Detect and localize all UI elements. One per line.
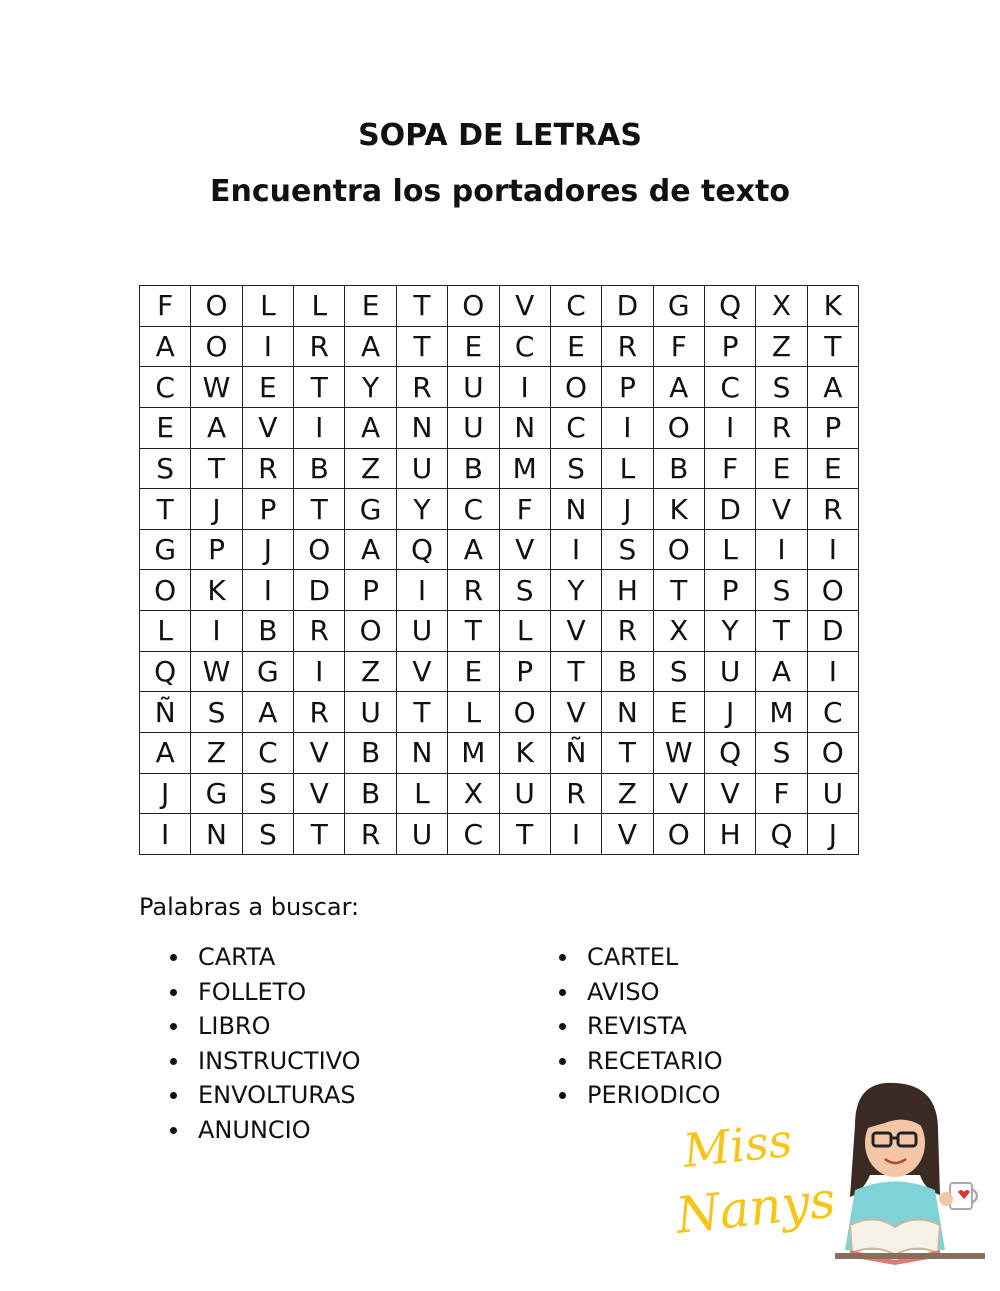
grid-cell[interactable]: P (705, 327, 756, 368)
grid-cell[interactable]: I (140, 814, 191, 855)
grid-cell[interactable]: I (397, 570, 448, 611)
grid-cell[interactable]: T (551, 652, 602, 693)
grid-cell[interactable]: Y (551, 570, 602, 611)
grid-cell[interactable]: B (448, 449, 499, 490)
grid-cell[interactable]: V (397, 652, 448, 693)
grid-cell[interactable]: O (500, 692, 551, 733)
word-list-item: CARTEL (559, 940, 723, 975)
grid-cell[interactable]: R (243, 449, 294, 490)
grid-cell[interactable]: A (654, 367, 705, 408)
page-subtitle: Encuentra los portadores de texto (210, 174, 790, 209)
grid-cell[interactable]: V (551, 692, 602, 733)
grid-cell[interactable]: F (654, 327, 705, 368)
word-list-item: REVISTA (559, 1009, 723, 1044)
grid-cell[interactable]: L (294, 286, 345, 327)
grid-cell[interactable]: A (808, 367, 859, 408)
grid-cell[interactable]: V (551, 611, 602, 652)
grid-cell[interactable]: N (397, 408, 448, 449)
grid-cell[interactable]: U (397, 449, 448, 490)
grid-cell[interactable]: I (500, 367, 551, 408)
word-list-item: CARTA (170, 940, 361, 975)
grid-cell[interactable]: A (140, 327, 191, 368)
grid-cell[interactable]: E (243, 367, 294, 408)
grid-cell[interactable]: B (654, 449, 705, 490)
grid-cell[interactable]: A (448, 530, 499, 571)
grid-cell[interactable]: T (808, 327, 859, 368)
grid-cell[interactable]: Z (602, 774, 653, 815)
grid-cell[interactable]: U (705, 652, 756, 693)
grid-cell[interactable]: G (140, 530, 191, 571)
grid-cell[interactable]: C (551, 408, 602, 449)
grid-cell[interactable]: R (345, 814, 396, 855)
grid-cell[interactable]: U (397, 611, 448, 652)
grid-cell[interactable]: I (705, 408, 756, 449)
grid-cell[interactable]: L (243, 286, 294, 327)
words-label: Palabras a buscar: (139, 893, 360, 921)
grid-cell[interactable]: E (808, 449, 859, 490)
grid-cell[interactable]: Q (756, 814, 807, 855)
word-list-item: RECETARIO (559, 1044, 723, 1079)
grid-cell[interactable]: Ñ (551, 733, 602, 774)
grid-cell[interactable]: J (808, 814, 859, 855)
grid-cell[interactable]: T (448, 611, 499, 652)
grid-cell[interactable]: E (756, 449, 807, 490)
grid-cell[interactable]: P (602, 367, 653, 408)
grid-cell[interactable]: D (294, 570, 345, 611)
grid-cell[interactable]: S (602, 530, 653, 571)
grid-cell[interactable]: C (140, 367, 191, 408)
grid-cell[interactable]: U (808, 774, 859, 815)
word-list-item: AVISO (559, 975, 723, 1010)
grid-cell[interactable]: U (448, 408, 499, 449)
grid-cell[interactable]: V (500, 530, 551, 571)
grid-cell[interactable]: P (500, 652, 551, 693)
grid-cell[interactable]: O (294, 530, 345, 571)
page-title: SOPA DE LETRAS (358, 118, 642, 153)
grid-cell[interactable]: D (602, 286, 653, 327)
grid-cell[interactable]: L (500, 611, 551, 652)
grid-cell[interactable]: I (551, 814, 602, 855)
grid-cell[interactable]: I (808, 652, 859, 693)
grid-cell[interactable]: C (448, 489, 499, 530)
grid-cell[interactable]: N (551, 489, 602, 530)
grid-cell[interactable]: O (191, 327, 242, 368)
grid-cell[interactable]: O (808, 733, 859, 774)
grid-cell[interactable]: I (551, 530, 602, 571)
grid-cell[interactable]: S (500, 570, 551, 611)
grid-cell[interactable]: K (654, 489, 705, 530)
grid-cell[interactable]: L (397, 774, 448, 815)
word-list-item: PERIODICO (559, 1078, 723, 1113)
grid-cell[interactable]: T (602, 733, 653, 774)
grid-cell[interactable]: E (140, 408, 191, 449)
grid-cell[interactable]: O (345, 611, 396, 652)
grid-cell[interactable]: Y (397, 489, 448, 530)
grid-cell[interactable]: Q (705, 733, 756, 774)
grid-cell[interactable]: J (243, 530, 294, 571)
grid-cell[interactable]: L (140, 611, 191, 652)
grid-cell[interactable]: H (705, 814, 756, 855)
grid-cell[interactable]: A (756, 652, 807, 693)
grid-cell[interactable]: I (756, 530, 807, 571)
grid-cell[interactable]: M (500, 449, 551, 490)
grid-cell[interactable]: I (602, 408, 653, 449)
grid-cell[interactable]: P (191, 530, 242, 571)
grid-cell[interactable]: A (191, 408, 242, 449)
word-search-grid (139, 285, 859, 855)
teacher-figure (835, 1083, 985, 1265)
grid-cell[interactable]: Q (705, 286, 756, 327)
grid-cell[interactable]: O (140, 570, 191, 611)
grid-cell[interactable]: I (191, 611, 242, 652)
word-list-item: FOLLETO (170, 975, 361, 1010)
grid-cell[interactable]: O (551, 367, 602, 408)
grid-cell[interactable]: F (756, 774, 807, 815)
grid-cell[interactable]: K (808, 286, 859, 327)
grid-cell[interactable]: R (294, 611, 345, 652)
grid-cell[interactable]: W (191, 652, 242, 693)
grid-cell[interactable]: V (756, 489, 807, 530)
word-list-item: ENVOLTURAS (170, 1078, 361, 1113)
grid-cell[interactable]: V (654, 774, 705, 815)
grid-cell[interactable]: T (756, 611, 807, 652)
grid-cell[interactable]: H (602, 570, 653, 611)
grid-cell[interactable]: S (243, 774, 294, 815)
grid-cell[interactable]: V (294, 733, 345, 774)
logo-text (672, 1113, 838, 1245)
grid-cell[interactable]: S (243, 814, 294, 855)
grid-cell[interactable]: T (140, 489, 191, 530)
grid-cell[interactable]: D (705, 489, 756, 530)
grid-cell[interactable]: T (191, 449, 242, 490)
grid-cell[interactable]: U (397, 814, 448, 855)
grid-cell[interactable]: R (397, 367, 448, 408)
grid-cell[interactable]: R (808, 489, 859, 530)
grid-cell[interactable]: R (602, 611, 653, 652)
grid-cell[interactable]: N (397, 733, 448, 774)
grid-cell[interactable]: B (294, 449, 345, 490)
grid-cell[interactable]: Z (345, 449, 396, 490)
grid-cell[interactable]: C (243, 733, 294, 774)
word-list-item: ANUNCIO (170, 1113, 361, 1148)
grid-cell[interactable]: P (243, 489, 294, 530)
grid-cell[interactable]: E (551, 327, 602, 368)
grid-cell[interactable]: U (448, 367, 499, 408)
grid-cell[interactable]: O (654, 530, 705, 571)
grid-cell[interactable]: R (448, 570, 499, 611)
grid-cell[interactable]: A (345, 408, 396, 449)
grid-cell[interactable]: Y (705, 611, 756, 652)
grid-cell[interactable]: I (294, 408, 345, 449)
grid-cell[interactable]: A (140, 733, 191, 774)
grid-cell[interactable]: G (345, 489, 396, 530)
grid-cell[interactable]: S (756, 570, 807, 611)
grid-cell[interactable]: T (294, 367, 345, 408)
grid-cell[interactable]: W (654, 733, 705, 774)
grid-cell[interactable]: T (654, 570, 705, 611)
grid-cell[interactable]: L (705, 530, 756, 571)
miss-nanys-logo (670, 1075, 990, 1265)
svg-text:Nanys: Nanys (673, 1170, 839, 1245)
word-list-item: LIBRO (170, 1009, 361, 1044)
grid-cell[interactable]: Q (140, 652, 191, 693)
grid-cell[interactable]: P (705, 570, 756, 611)
grid-cell[interactable]: R (756, 408, 807, 449)
grid-cell[interactable]: S (654, 652, 705, 693)
grid-cell[interactable]: R (294, 327, 345, 368)
grid-cell[interactable]: Q (397, 530, 448, 571)
grid-cell[interactable]: T (500, 814, 551, 855)
grid-cell[interactable]: U (345, 692, 396, 733)
grid-cell[interactable]: S (191, 692, 242, 733)
grid-cell[interactable]: L (448, 692, 499, 733)
grid-cell[interactable]: I (294, 652, 345, 693)
grid-cell[interactable]: Z (191, 733, 242, 774)
grid-cell[interactable]: E (345, 286, 396, 327)
grid-cell[interactable]: S (551, 449, 602, 490)
grid-cell[interactable]: O (448, 286, 499, 327)
grid-cell[interactable]: N (191, 814, 242, 855)
grid-cell[interactable]: C (705, 367, 756, 408)
grid-cell[interactable]: E (448, 327, 499, 368)
grid-cell[interactable]: F (140, 286, 191, 327)
grid-cell[interactable]: W (191, 367, 242, 408)
grid-cell[interactable]: E (448, 652, 499, 693)
grid-cell[interactable]: R (602, 327, 653, 368)
grid-cell[interactable]: N (602, 692, 653, 733)
grid-cell[interactable]: A (345, 530, 396, 571)
grid-cell[interactable]: U (500, 774, 551, 815)
grid-cell[interactable]: R (551, 774, 602, 815)
grid-cell[interactable]: G (654, 286, 705, 327)
grid-cell[interactable]: K (191, 570, 242, 611)
grid-cell[interactable]: P (808, 408, 859, 449)
grid-cell[interactable]: O (654, 408, 705, 449)
grid-cell[interactable]: N (500, 408, 551, 449)
grid-cell[interactable]: F (500, 489, 551, 530)
grid-cell[interactable]: M (448, 733, 499, 774)
grid-cell[interactable]: L (602, 449, 653, 490)
grid-cell[interactable]: J (191, 489, 242, 530)
grid-cell[interactable]: T (397, 692, 448, 733)
svg-text:Miss: Miss (680, 1112, 795, 1178)
grid-cell[interactable]: B (602, 652, 653, 693)
grid-cell[interactable]: B (243, 611, 294, 652)
grid-cell[interactable]: D (808, 611, 859, 652)
grid-cell[interactable]: Y (345, 367, 396, 408)
grid-cell[interactable]: C (551, 286, 602, 327)
grid-cell[interactable]: E (654, 692, 705, 733)
word-list-column-1 (170, 940, 361, 1148)
grid-cell[interactable]: Z (756, 327, 807, 368)
grid-cell[interactable]: C (448, 814, 499, 855)
grid-cell[interactable]: Z (345, 652, 396, 693)
grid-cell[interactable]: T (397, 327, 448, 368)
grid-cell[interactable]: T (397, 286, 448, 327)
grid-cell[interactable]: X (448, 774, 499, 815)
grid-cell[interactable]: O (654, 814, 705, 855)
grid-cell[interactable]: A (345, 327, 396, 368)
grid-cell[interactable]: G (243, 652, 294, 693)
grid-cell[interactable]: V (705, 774, 756, 815)
grid-cell[interactable]: X (756, 286, 807, 327)
grid-cell[interactable]: J (705, 692, 756, 733)
grid-cell[interactable]: I (243, 570, 294, 611)
grid-cell[interactable]: I (808, 530, 859, 571)
grid-cell[interactable]: F (705, 449, 756, 490)
grid-cell[interactable]: V (294, 774, 345, 815)
grid-cell[interactable]: C (500, 327, 551, 368)
grid-cell[interactable]: V (602, 814, 653, 855)
grid-cell[interactable]: B (345, 774, 396, 815)
grid-cell[interactable]: G (191, 774, 242, 815)
grid-cell[interactable]: S (756, 733, 807, 774)
grid-cell[interactable]: X (654, 611, 705, 652)
grid-cell[interactable]: O (191, 286, 242, 327)
word-list-item: INSTRUCTIVO (170, 1044, 361, 1079)
grid-cell[interactable]: I (243, 327, 294, 368)
grid-cell[interactable]: P (345, 570, 396, 611)
grid-cell[interactable]: S (756, 367, 807, 408)
grid-cell[interactable]: T (294, 489, 345, 530)
grid-cell[interactable]: R (294, 692, 345, 733)
grid-cell[interactable]: Ñ (140, 692, 191, 733)
grid-cell[interactable]: J (602, 489, 653, 530)
grid-cell[interactable]: T (294, 814, 345, 855)
grid-cell[interactable]: M (756, 692, 807, 733)
grid-cell[interactable]: C (808, 692, 859, 733)
grid-cell[interactable]: O (808, 570, 859, 611)
grid-cell[interactable]: J (140, 774, 191, 815)
grid-cell[interactable]: V (243, 408, 294, 449)
grid-cell[interactable]: A (243, 692, 294, 733)
grid-cell[interactable]: B (345, 733, 396, 774)
grid-cell[interactable]: S (140, 449, 191, 490)
grid-cell[interactable]: V (500, 286, 551, 327)
grid-cell[interactable]: K (500, 733, 551, 774)
